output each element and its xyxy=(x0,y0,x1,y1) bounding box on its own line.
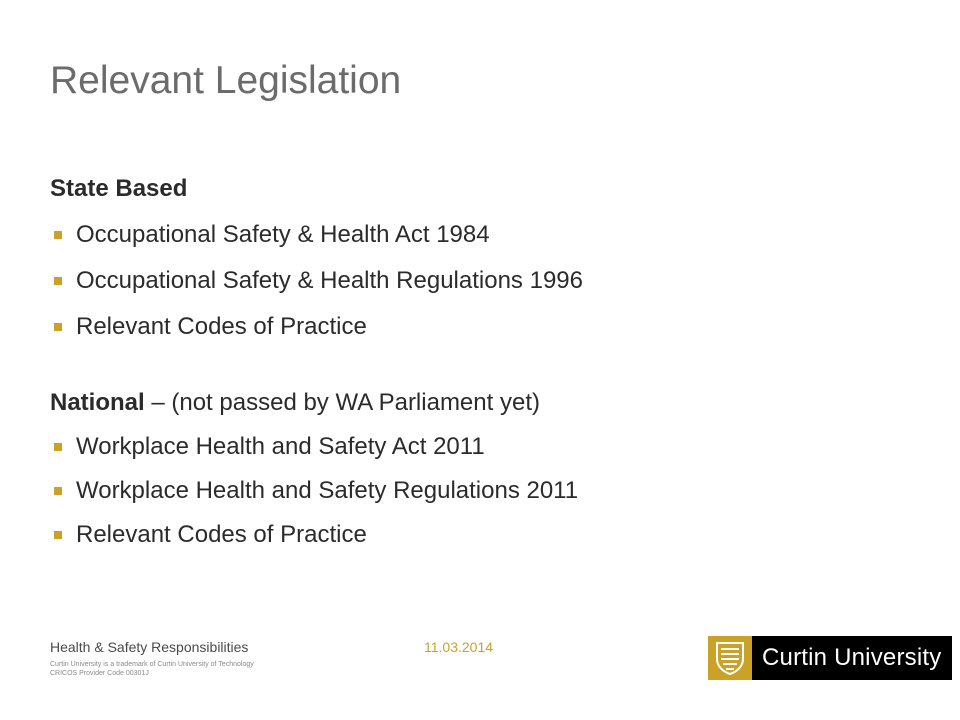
list-item-text: Relevant Codes of Practice xyxy=(76,313,367,340)
list-item xyxy=(50,310,910,344)
square-bullet-icon xyxy=(54,323,62,331)
list-item xyxy=(50,430,910,464)
footer-date: 11.03.2014 xyxy=(424,639,494,655)
square-bullet-icon xyxy=(54,531,62,539)
national-section xyxy=(50,386,910,552)
state-heading-label: State Based xyxy=(50,175,188,202)
list-item-text: Occupational Safety & Health Act 1984 xyxy=(76,221,490,248)
curtin-crest-icon xyxy=(708,636,752,680)
slide-content xyxy=(50,172,910,552)
list-item xyxy=(50,264,910,298)
footer-title: Health & Safety Responsibilities xyxy=(50,639,249,655)
list-item xyxy=(50,474,910,508)
list-item-text: Workplace Health and Safety Regulations 2011 xyxy=(76,477,579,504)
footer-fine-print xyxy=(50,660,254,678)
square-bullet-icon xyxy=(54,231,62,239)
curtin-logo xyxy=(708,636,952,680)
state-bullet-list xyxy=(50,218,910,344)
trademark-notice: Curtin University is a trademark of Curtin University of Technology xyxy=(50,661,254,668)
list-item xyxy=(50,218,910,252)
list-item-text: Relevant Codes of Practice xyxy=(76,521,367,548)
square-bullet-icon xyxy=(54,487,62,495)
national-heading-note: – (not passed by WA Parliament yet) xyxy=(144,389,540,416)
national-heading xyxy=(50,386,910,420)
national-heading-label: National xyxy=(50,389,145,416)
cricos-code: CRICOS Provider Code 00301J xyxy=(50,670,149,677)
logo-wordmark: Curtin University xyxy=(752,636,952,680)
state-heading xyxy=(50,172,910,206)
slide-title: Relevant Legislation xyxy=(50,59,402,102)
state-section xyxy=(50,172,910,344)
national-bullet-list xyxy=(50,430,910,552)
square-bullet-icon xyxy=(54,443,62,451)
list-item xyxy=(50,518,910,552)
square-bullet-icon xyxy=(54,277,62,285)
list-item-text: Occupational Safety & Health Regulations 1996 xyxy=(76,267,583,294)
list-item-text: Workplace Health and Safety Act 2011 xyxy=(76,433,485,460)
